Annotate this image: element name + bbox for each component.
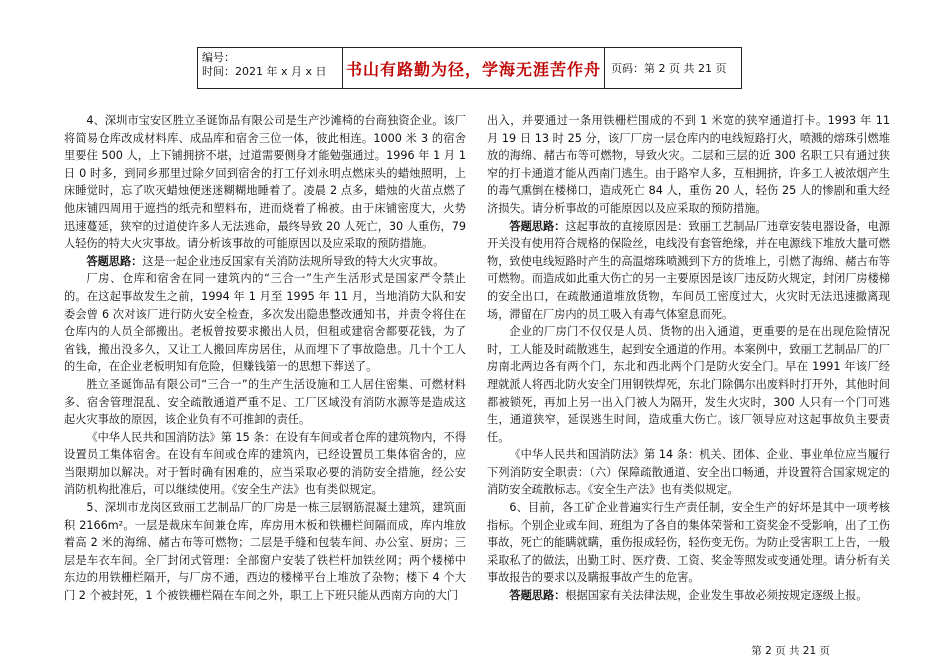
paragraph: 6、目前，各工矿企业普遍实行生产责任制，安全生产的好坏是其中一项考核指标。个别企业或车间、班组为了各自的集体荣誉和工资奖金不受影响，出了工伤事故，死亡的能瞒就瞒，重伤报成轻伤，轻伤变无伤。为防止受害职工上告，一般采取私了的做法，出勤工时、医疗费、工资、奖金等照发或变通处理。请分析有关事故报告的要求以及瞒报事故产生的危害。 — [487, 501, 890, 585]
answer-paragraph — [487, 587, 890, 605]
right-column — [487, 112, 890, 605]
paragraph: 5、深圳市龙岗区致丽工艺制品厂的厂房是一栋三层钢筋混凝土建筑，建筑面积 2166m²。一层是裁床车间兼仓库，库房用木板和铁栅栏间隔而成，库内堆放着高 2 米的海绵、赭古布等可燃物；二层是手缝和包装车间、办公室、厨房；三层是车衣车间。全厂封闭式管理：全部窗户安装了铁栏杆加铁丝网；两个楼梯中东边的用铁栅栏隔开，与厂房不通，西边的楼梯平台上堆放了杂物；楼下 4 个大门 2 个被封死，1 个被铁栅栏隔在车间之外，职工上下班只能从西南方向的大门 — [64, 501, 466, 603]
paragraph: 出入，并要通过一条用铁栅栏围成的不到 1 米宽的狭窄通道打卡。1993 年 11 月 19 日 13 时 25 分，该厂厂房一层仓库内的电线短路打火，喷溅的熔珠引燃堆放的海绵、赭古布等可燃物，导致火灾。二层和三层的近 300 名职工只有通过狭窄的打卡通道才能从西南门逃生。由于路窄人多，互相拥挤，许多工人被浓烟产生的毒气熏倒在楼梯口，造成死亡 84 人，重伤 20 人，轻伤 25 人的惨剧和重大经济损失。请分析事故的可能原因以及应采取的预防措施。 — [487, 114, 890, 215]
header-motto: 书山有路勤为径，学海无涯苦作舟 — [343, 48, 605, 88]
answer-text: 这是一起企业违反国家有关消防法规所导致的特大火灾事故。 — [142, 254, 445, 268]
paragraph: 厂房、仓库和宿舍在同一建筑内的“三合一”生产生活形式是国家严令禁止的。在这起事故发生之前，1994 年 1 月至 1995 年 11 月，当地消防大队和安委会曾 6 次对该厂进行防火安全检查，多次发出隐患整改通知书，并责令将住在仓库内的人员全部搬出。老板曾按要求搬出人员，但租或建宿舍都要花钱，为了省钱，搬出没多久，又让工人搬回库房居住，从而埋下了事故隐患。几十个工人的生命，在企业老板明知有危险，但赚钱第一的思想下葬送了。 — [64, 272, 466, 374]
answer-label: 答题思路： — [509, 219, 566, 233]
paragraph: 《中华人民共和国消防法》第 15 条：在设有车间或者仓库的建筑物内，不得设置员工集体宿舍。在设有车间或仓库的建筑内，已经设置员工集体宿舍的，应当限期加以解决。对于暂时确有困难的，应当采取必要的消防安全措施，经公安消防机构批准后，可以继续使用。《安全生产法》也有类似规定。 — [64, 430, 466, 497]
page-footer: 第 2 页 共 21 页 — [751, 645, 830, 657]
left-column — [64, 112, 466, 605]
answer-paragraph — [64, 253, 466, 271]
answer-text: 这起事故的直接原因是：致丽工艺制品厂违章安装电器设备，电源开关没有使用符合规格的保险丝，电线没有套管绝缘，并在电源线下堆放大量可燃物，致使电线短路时产生的高温熔珠喷溅到下方的货堆上，引燃了海绵、赭古布等可燃物。而造成如此重大伤亡的另一主要原因是该厂违反防火规定，封闭厂房楼梯的安全出口，在疏散通道堆放货物，车间员工密度过大，火灾时无法迅速撤离现场，滞留在厂房内的员工吸入有毒气体窒息而死。 — [487, 219, 890, 321]
code-label: 编号： — [202, 51, 235, 64]
page-header — [197, 47, 742, 89]
answer-label: 答题思路： — [509, 589, 566, 603]
paragraph: 《中华人民共和国消防法》第 14 条：机关、团体、企业、事业单位应当履行下列消防安全职责：（六）保障疏散通道、安全出口畅通，并设置符合国家规定的消防安全疏散标志。《安全生产法》也有类似规定。 — [487, 448, 890, 497]
header-page-info: 页码：第 2 页 共 21 页 — [611, 62, 727, 75]
time-label: 时间：2021 年 x 月 x 日 — [202, 65, 327, 78]
answer-paragraph — [487, 218, 890, 324]
answer-text: 根据国家有关法律法规，企业发生事故必须按规定逐级上报。 — [565, 589, 868, 603]
paragraph: 4、深圳市宝安区胜立圣诞饰品有限公司是生产沙滩椅的台商独资企业。该厂将简易仓库改成材料库、成品库和宿舍三位一体，彼此相连。1000 米 3 的宿舍里要住 500 人，上下铺拥挤不堪，过道需要侧身才能勉强通过。1996 年 1 月 1 日 0 时多，到同乡那里过除夕回到宿舍的打工仔刘永明点燃床头的蜡烛照明，上床睡觉时，忘了吹灭蜡烛便迷迷糊糊地睡着了。凌晨 2 点多，蜡烛的火苗点燃了他床铺四周用于遮挡的纸壳和塑料布，进而烧着了棉被。由于床铺密度大，火势迅速蔓延，狭窄的过道使许多人无法逃命，最终导致 20 人死亡，30 人重伤，79 人轻伤的特大火灾事故。请分析该事故的可能原因以及应采取的预防措施。 — [64, 114, 466, 251]
paragraph: 企业的厂房门不仅仅是人员、货物的出入通道，更重要的是在出现危险情况时，工人能及时疏散逃生，起到安全通道的作用。本案例中，致丽工艺制品厂的厂房南北两边各有两个门，东北和西北两个门是防火安全门。早在 1991 年该厂经理就派人将西北防火安全门用钢铁焊死，东北门除偶尔出废料时打开外，其他时间都被锁死，再加上另一出入门被人为隔开，发生火灾时，300 人只有一个门可逃生，通道狭窄，延误逃生时间，造成重大伤亡。该厂领导应对这起事故负主要责任。 — [487, 325, 890, 444]
paragraph: 胜立圣诞饰品有限公司“三合一”的生产生活设施和工人居住密集、可燃材料多、宿舍管理混乱、安全疏散通道严重不足、工厂区域没有消防水源等是造成这起火灾事故的原因，该企业负有不可推卸的责任。 — [64, 377, 466, 427]
header-info-cell — [198, 48, 343, 88]
answer-label: 答题思路： — [86, 254, 143, 268]
